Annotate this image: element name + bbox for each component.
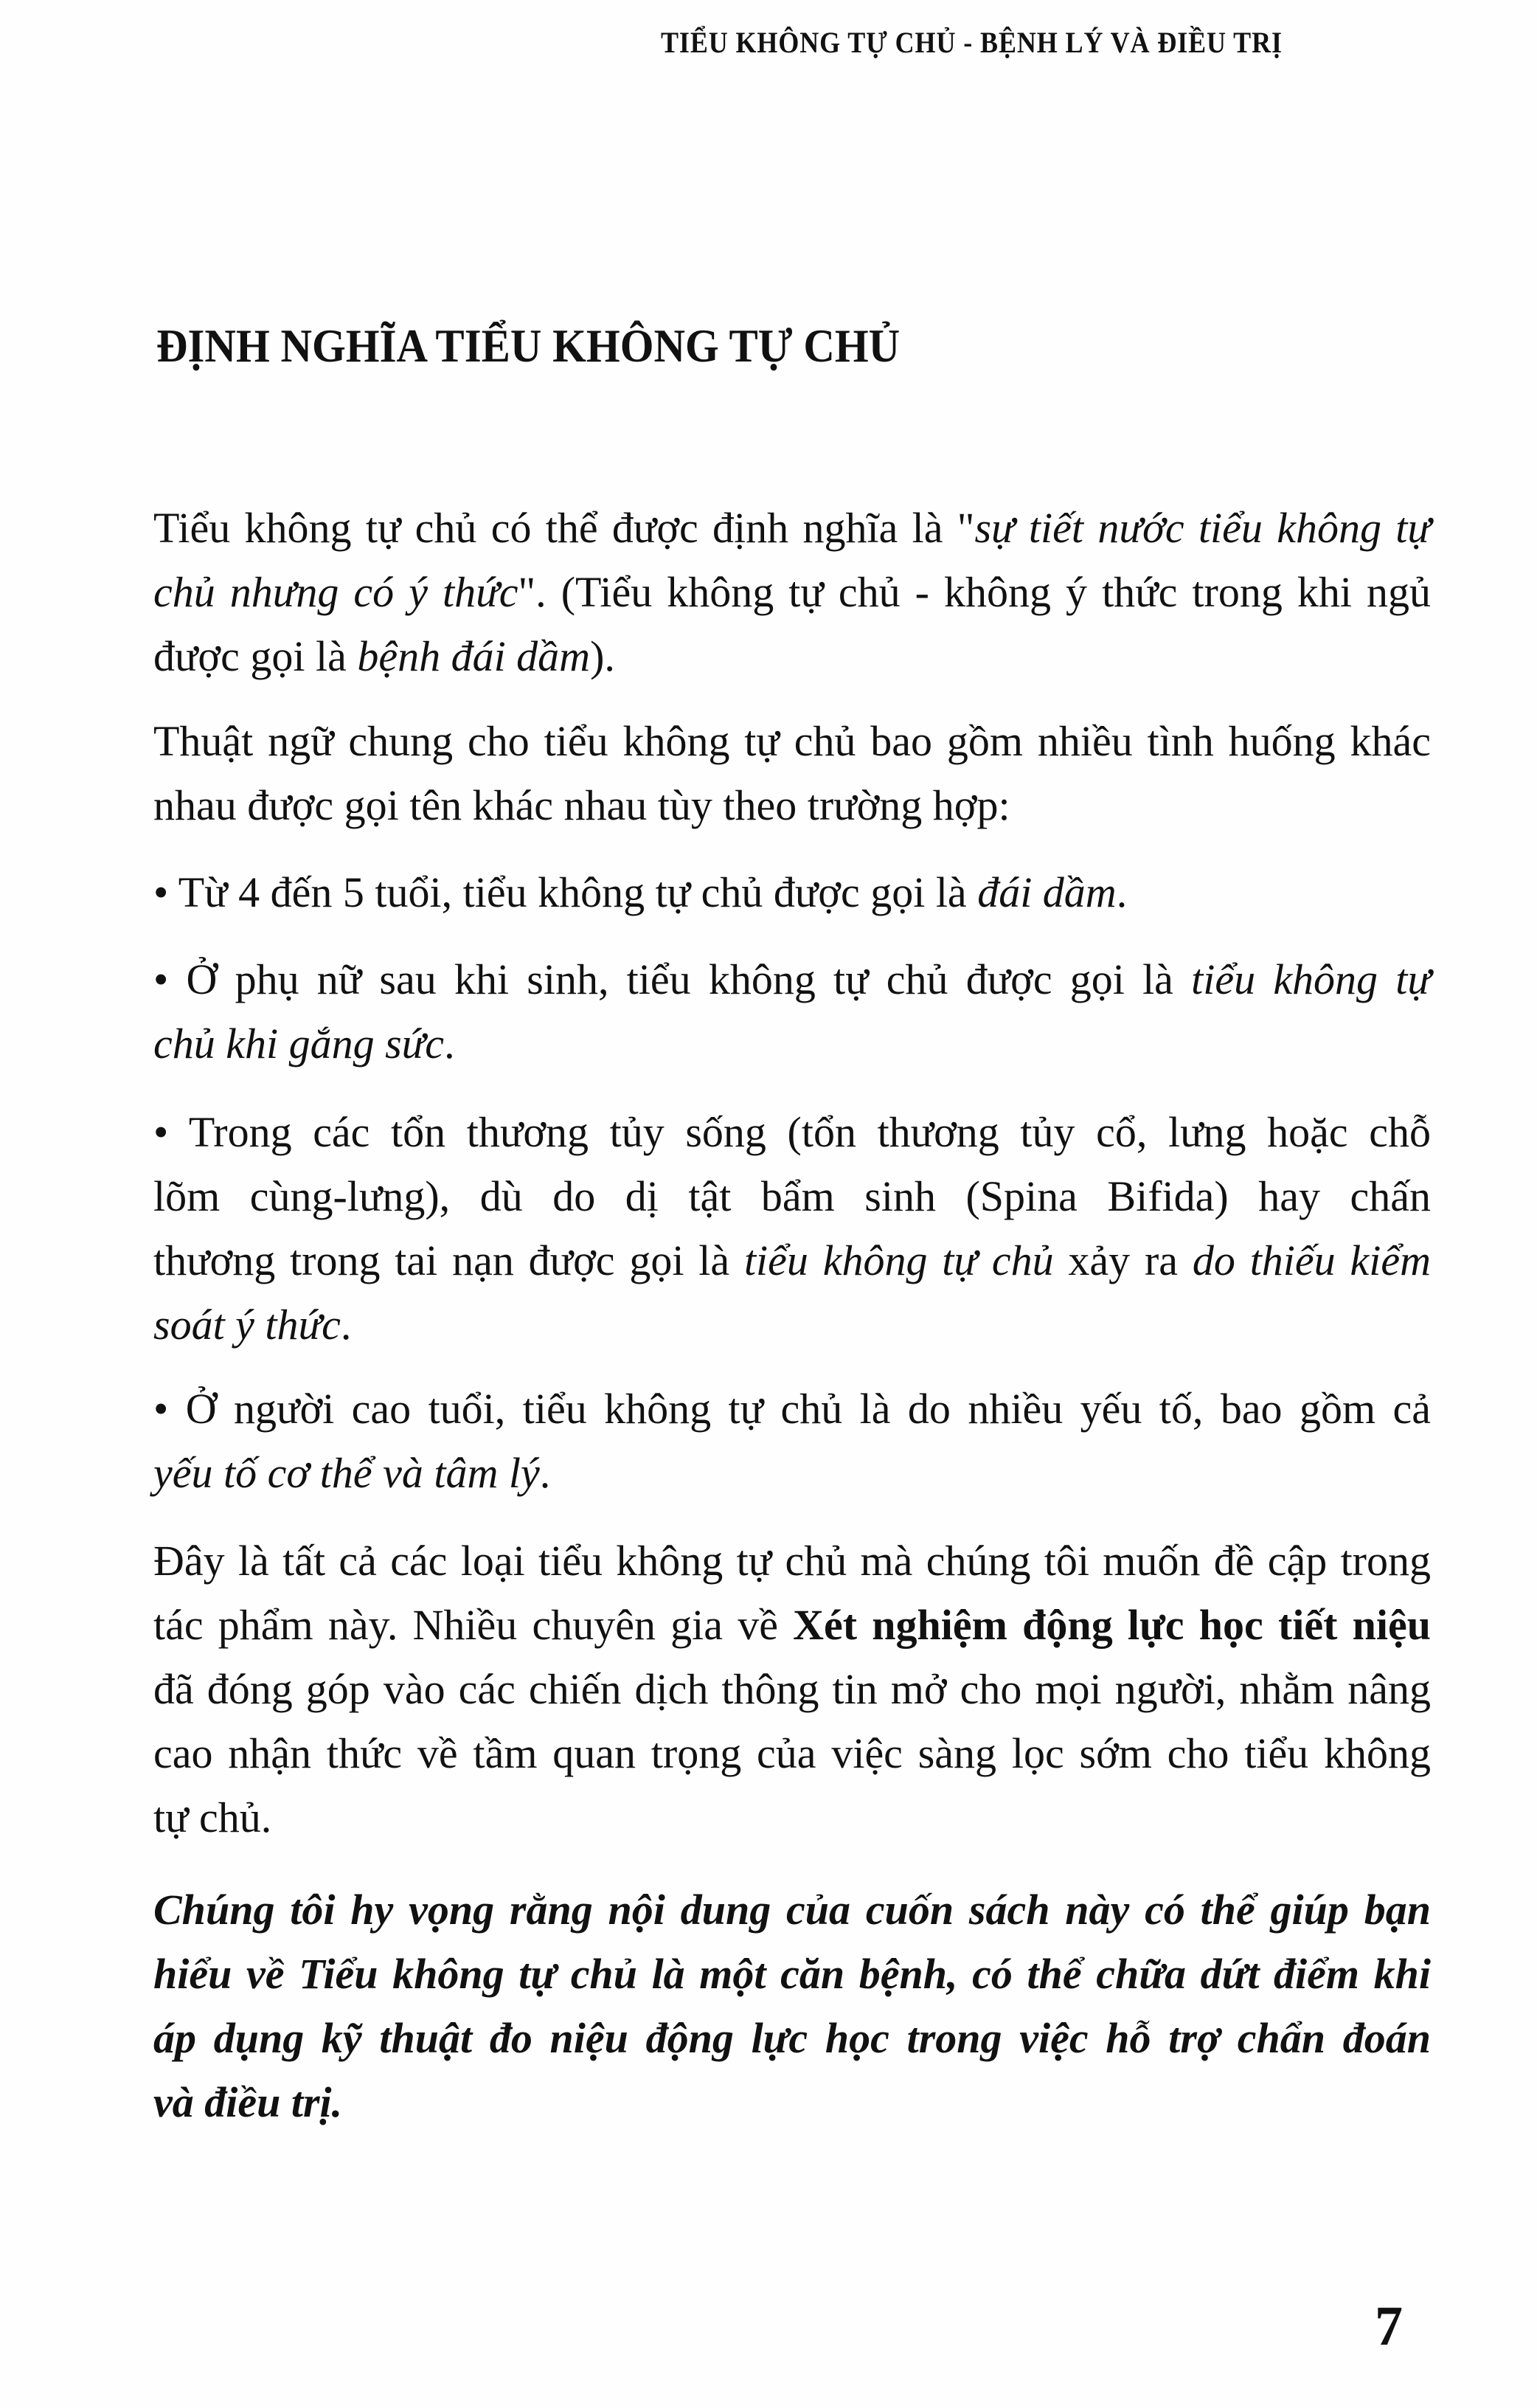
italic-text: yếu tố cơ thể và tâm lý: [153, 1449, 540, 1497]
text-segment: • Trong các tổn thương tủy sống (tổn thương tủy cổ, lưng hoặc chỗ: [153, 1108, 1431, 1156]
text-line: [153, 1785, 1431, 1850]
text-segment: .: [444, 1020, 455, 1068]
summary-paragraph: [153, 1529, 1431, 1850]
text-segment: được gọi là: [153, 632, 358, 680]
text-segment: Đây là tất cả các loại tiểu không tự chủ mà chúng tôi muốn đề cập trong: [153, 1537, 1431, 1585]
italic-text: do thiếu kiểm: [1192, 1236, 1431, 1284]
text-line: [153, 1593, 1431, 1657]
bold-italic-text: hiểu về Tiểu không tự chủ là một căn bệnh, có thể chữa dứt điểm khi: [153, 1950, 1431, 1998]
text-segment: • Ở phụ nữ sau khi sinh, tiểu không tự chủ được gọi là: [153, 955, 1192, 1003]
definition-paragraph: [153, 496, 1431, 688]
bold-italic-text: Chúng tôi hy vọng rằng nội dung của cuốn sách này có thể giúp bạn: [153, 1886, 1431, 1934]
text-line: [153, 1011, 1431, 1076]
terminology-paragraph: [153, 709, 1431, 837]
text-line: [153, 496, 1431, 560]
bold-italic-text: và điều trị.: [153, 2078, 343, 2126]
bullet-spinal: [153, 1100, 1431, 1357]
italic-text: tiểu không tự: [1191, 955, 1432, 1003]
text-line: [153, 1100, 1431, 1164]
text-line: [153, 624, 1431, 688]
italic-text: sự tiết nước tiểu không tự: [974, 504, 1431, 552]
text-line: [153, 860, 1431, 924]
section-heading: ĐỊNH NGHĨA TIỂU KHÔNG TỰ CHỦ: [156, 319, 901, 372]
text-segment: lõm cùng-lưng), dù do dị tật bẩm sinh (Spina Bifida) hay chấn: [153, 1172, 1431, 1220]
text-segment: Tiểu không tự chủ có thể được định nghĩa là ": [153, 504, 975, 552]
text-line: [153, 1293, 1431, 1357]
text-segment: • Từ 4 đến 5 tuổi, tiểu không tự chủ được gọi là: [153, 868, 978, 916]
italic-text: tiểu không tự chủ: [743, 1236, 1054, 1284]
italic-text: chủ khi gắng sức: [153, 1020, 445, 1068]
bullet-children: [153, 860, 1431, 924]
bold-italic-text: áp dụng kỹ thuật đo niệu động lực học trong việc hỗ trợ chẩn đoán: [153, 2014, 1431, 2062]
text-line: [153, 1441, 1431, 1505]
text-segment: ". (Tiểu không tự chủ - không ý thức trong khi ngủ: [518, 568, 1431, 616]
text-segment: tác phẩm này. Nhiều chuyên gia về: [153, 1601, 794, 1649]
text-segment: Thuật ngữ chung cho tiểu không tự chủ bao gồm nhiều tình huống khác: [153, 717, 1431, 765]
text-segment: nhau được gọi tên khác nhau tùy theo trường hợp:: [153, 781, 1010, 829]
text-segment: cao nhận thức về tầm quan trọng của việc sàng lọc sớm cho tiểu không: [153, 1729, 1431, 1777]
italic-text: đái dầm: [977, 868, 1117, 916]
text-line: [153, 1657, 1431, 1721]
text-line: [153, 1529, 1431, 1593]
text-segment: đã đóng góp vào các chiến dịch thông tin mở cho mọi người, nhằm nâng: [153, 1665, 1431, 1713]
text-segment: tự chủ.: [153, 1793, 272, 1841]
bullet-postpartum: [153, 947, 1431, 1076]
text-line: [153, 1228, 1431, 1293]
text-line: [153, 709, 1431, 773]
text-segment: • Ở người cao tuổi, tiểu không tự chủ là do nhiều yếu tố, bao gồm cả: [153, 1385, 1431, 1433]
text-segment: xảy ra: [1053, 1236, 1193, 1284]
text-line: [153, 1164, 1431, 1228]
italic-text: chủ nhưng có ý thức: [153, 568, 518, 616]
text-line: [153, 560, 1431, 624]
text-line: [153, 773, 1431, 837]
bold-text: Xét nghiệm động lực học tiết niệu: [793, 1601, 1432, 1649]
text-line: [153, 2006, 1431, 2070]
page-number: 7: [1375, 2295, 1403, 2357]
running-header: TIỂU KHÔNG TỰ CHỦ - BỆNH LÝ VÀ ĐIỀU TRỊ: [661, 26, 1283, 59]
text-segment: .: [1116, 868, 1128, 916]
text-segment: thương trong tai nạn được gọi là: [153, 1236, 744, 1284]
text-segment: .: [340, 1301, 352, 1349]
text-line: [153, 1721, 1431, 1785]
bullet-elderly: [153, 1377, 1431, 1505]
italic-text: bệnh đái dầm: [357, 632, 591, 680]
text-segment: .: [539, 1449, 551, 1497]
text-line: [153, 947, 1431, 1011]
text-line: [153, 1878, 1431, 1942]
closing-paragraph: [153, 1878, 1431, 2134]
italic-text: soát ý thức: [153, 1301, 341, 1349]
text-line: [153, 1377, 1431, 1441]
text-line: [153, 2070, 1431, 2134]
text-line: [153, 1942, 1431, 2006]
text-segment: ).: [590, 632, 615, 680]
